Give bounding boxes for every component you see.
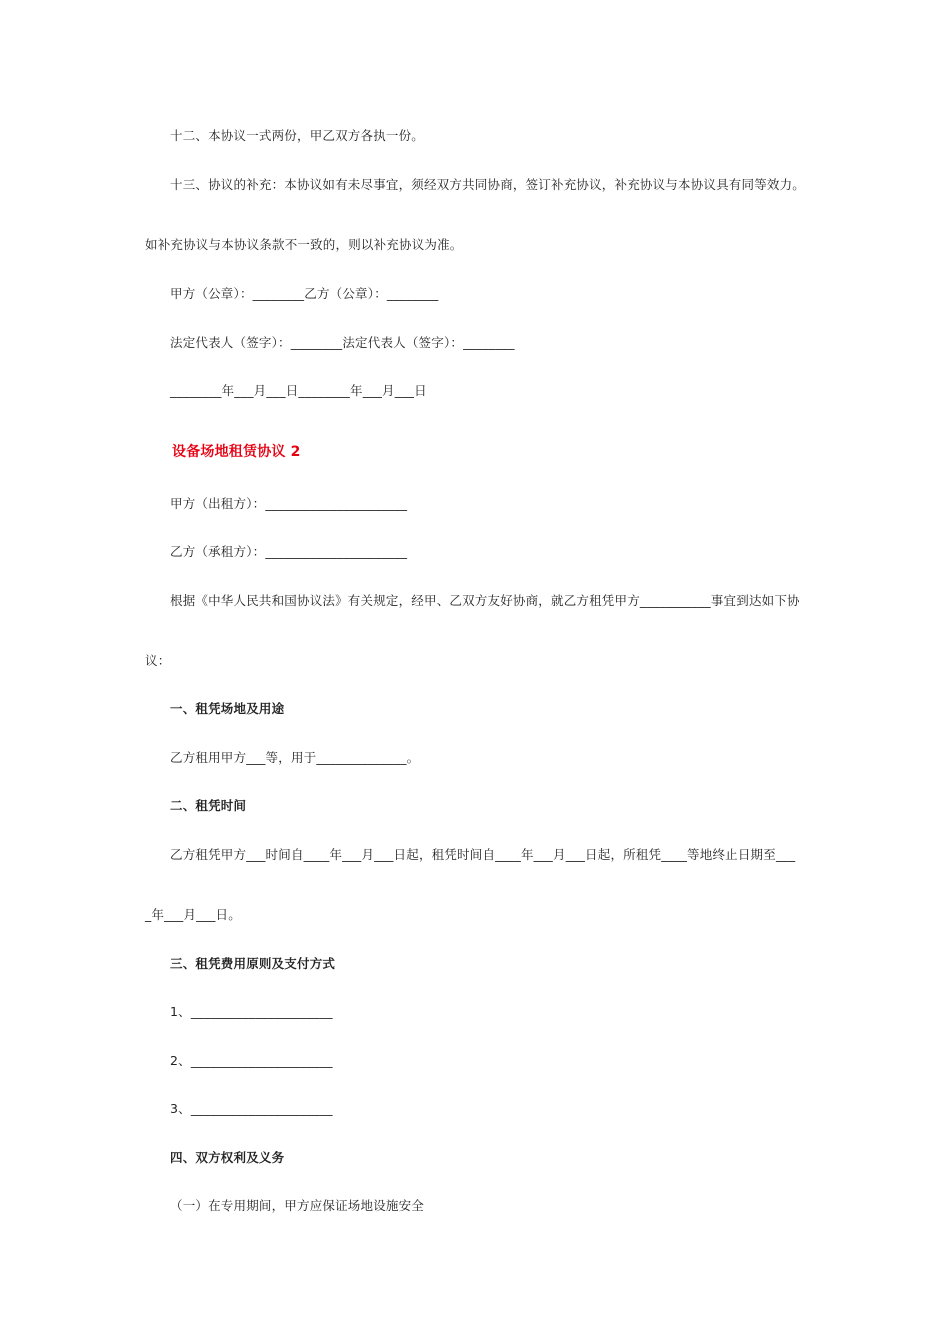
date-line: ________年___月___日________年___月___日	[170, 383, 427, 398]
section-3-item-1: 1、______________________	[170, 1004, 333, 1019]
section-4-item-1: （一）在专用期间，甲方应保证场地设施安全	[170, 1198, 425, 1213]
preamble-continued: 议：	[145, 653, 171, 668]
agreement-title: 设备场地租赁协议 2	[172, 444, 301, 460]
clause-13: 十三、协议的补充：本协议如有未尽事宜，须经双方共同协商，签订补充协议，补充协议与本协议具有同等效力。	[170, 177, 806, 192]
party-b-line: 乙方（承租方）：______________________	[170, 544, 408, 559]
clause-13-continued: 如补充协议与本协议条款不一致的，则以补充协议为准。	[145, 237, 463, 252]
section-3-item-3: 3、______________________	[170, 1101, 333, 1116]
signature-line: 法定代表人（签字）：________法定代表人（签字）：________	[170, 335, 515, 350]
section-2-heading: 二、租凭时间	[170, 798, 247, 813]
section-1-heading: 一、租凭场地及用途	[170, 701, 285, 716]
section-3-item-2: 2、______________________	[170, 1053, 333, 1068]
section-2-text-continued: _年___月___日。	[145, 907, 241, 922]
section-3-heading: 三、租凭费用原则及支付方式	[170, 956, 336, 971]
section-2-text: 乙方租凭甲方___时间自____年___月___日起，租凭时间自____年___月___日起，所租凭____等地终止日期至___	[170, 847, 796, 862]
party-a-line: 甲方（出租方）：______________________	[170, 496, 408, 511]
clause-12: 十二、本协议一式两份，甲乙双方各执一份。	[170, 128, 425, 143]
section-4-heading: 四、双方权利及义务	[170, 1150, 285, 1165]
seal-line: 甲方（公章）：________乙方（公章）：________	[170, 286, 439, 301]
section-1-text: 乙方租用甲方___等，用于______________。	[170, 750, 420, 765]
preamble: 根据《中华人民共和国协议法》有关规定，经甲、乙双方友好协商，就乙方租凭甲方___________事宜到达如下协	[170, 593, 800, 608]
